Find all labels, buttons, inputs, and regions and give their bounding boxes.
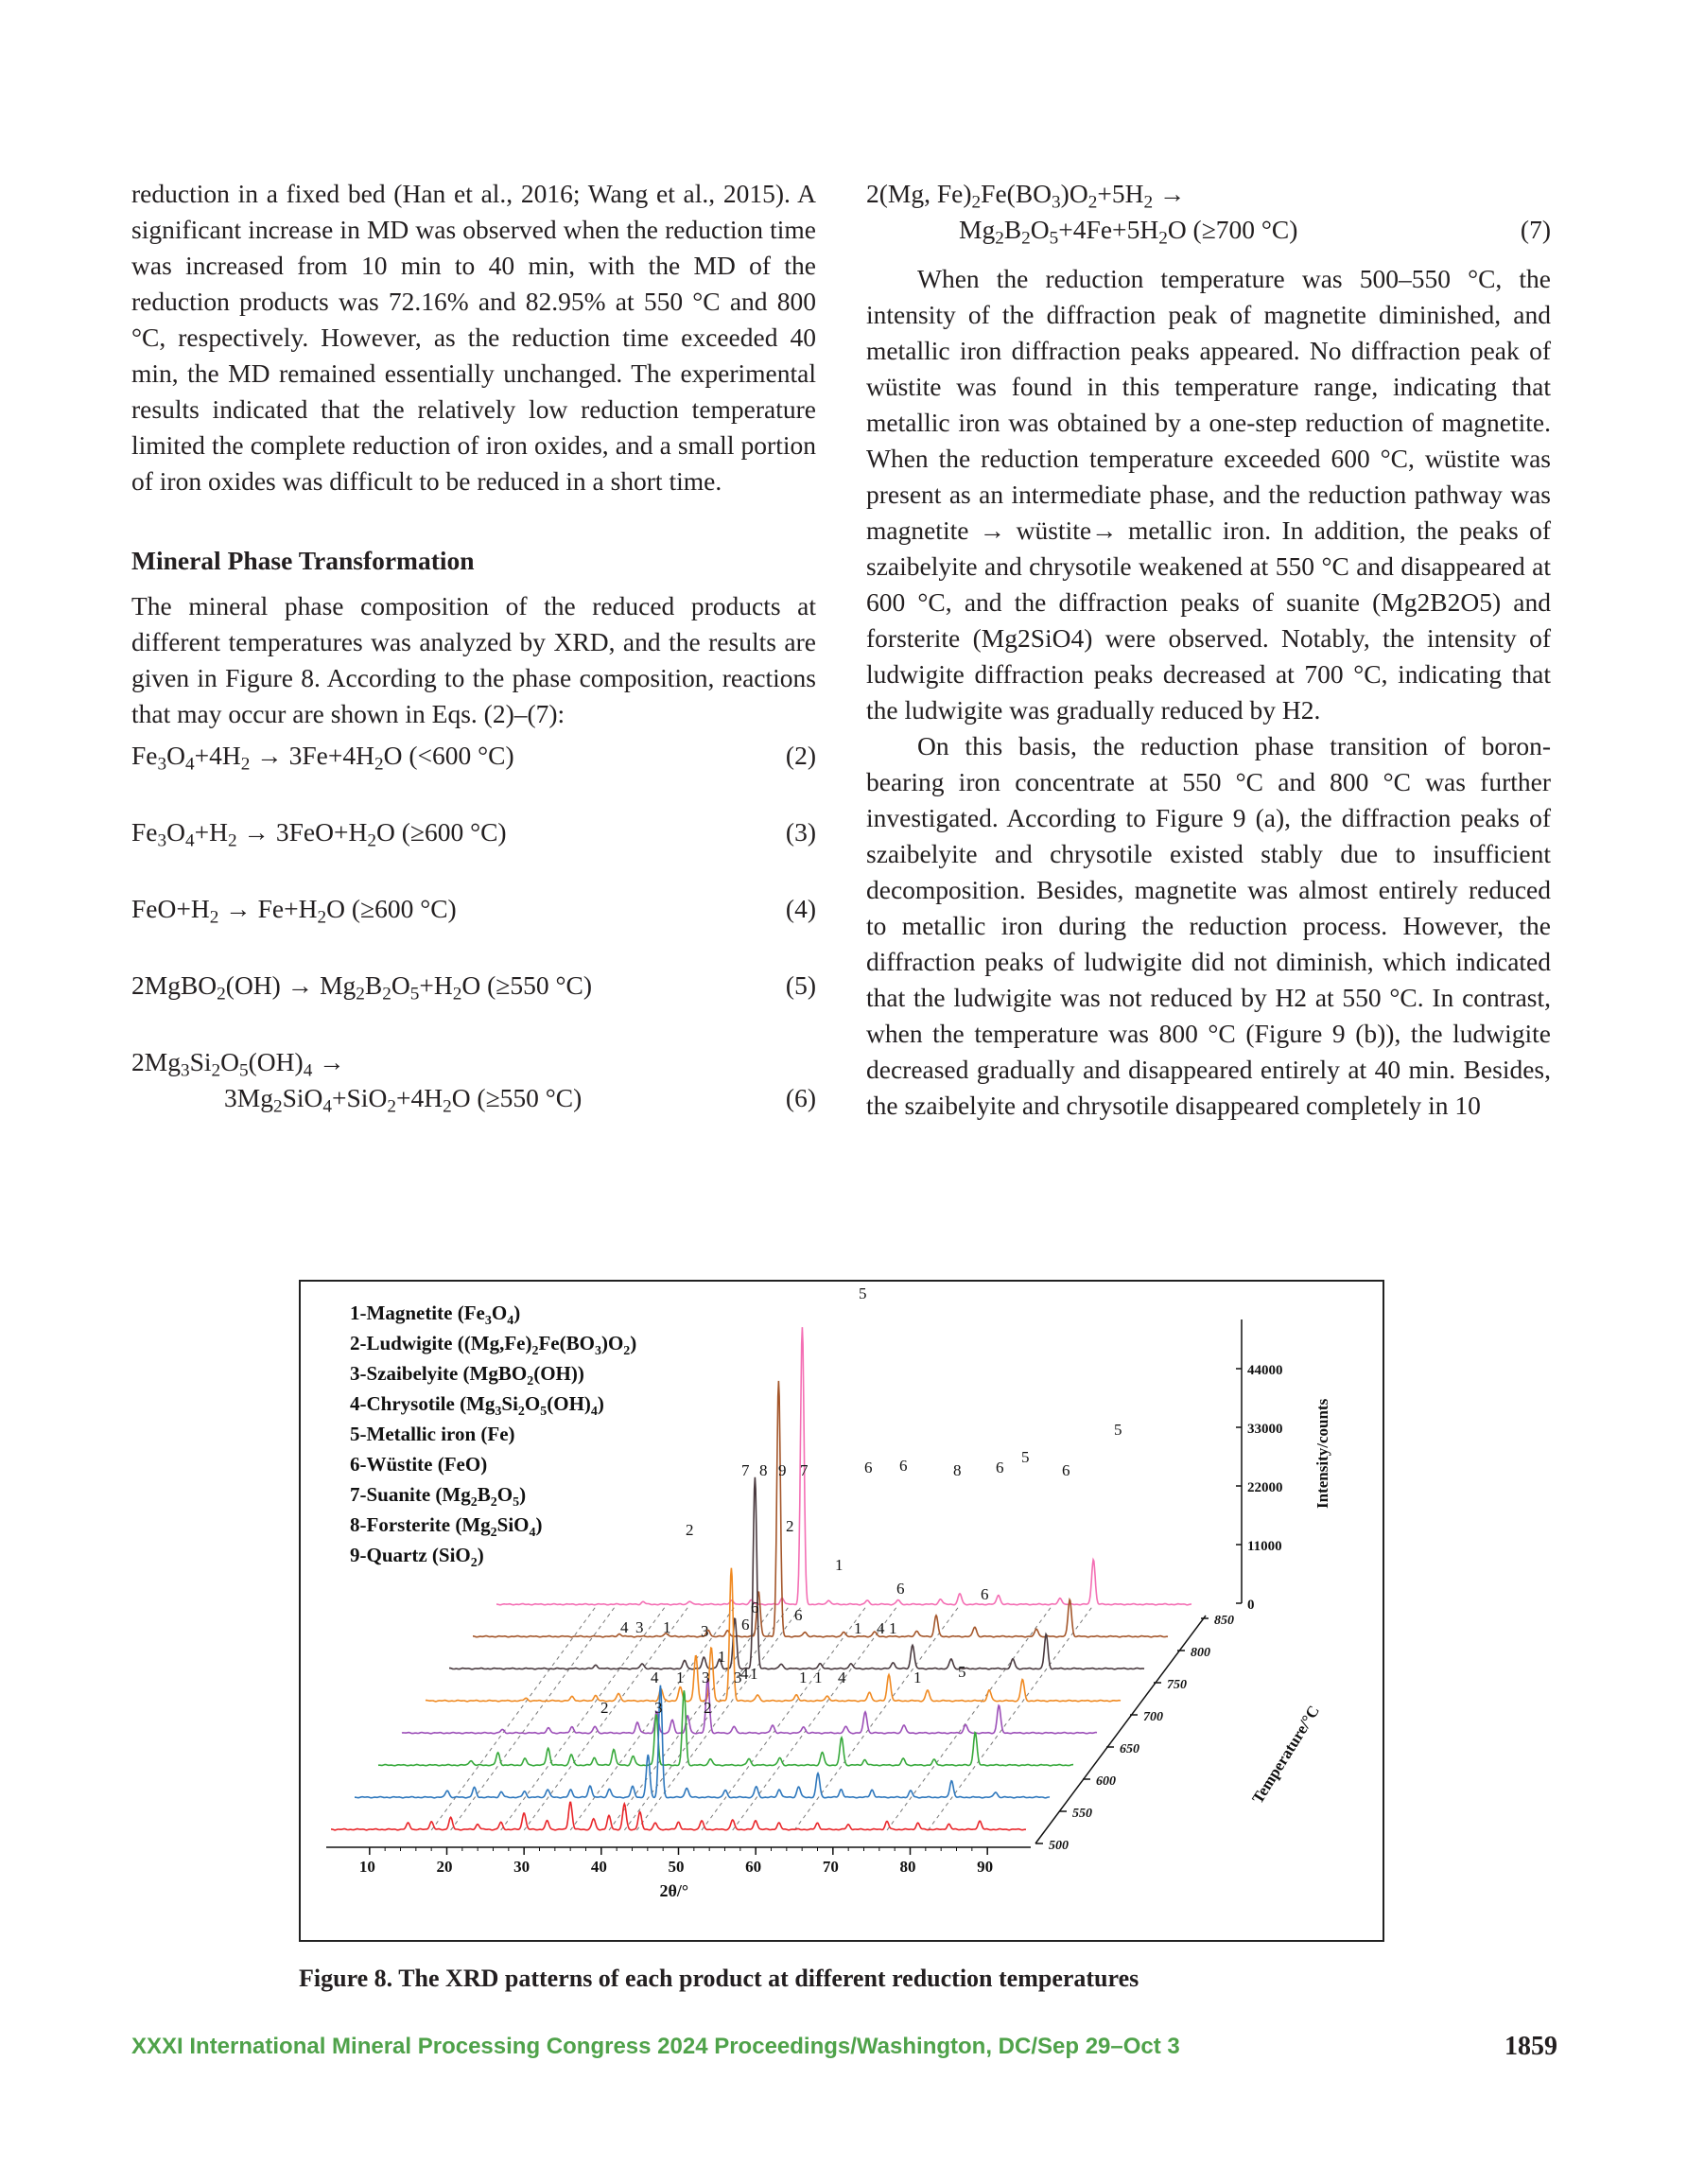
equation-number: (4) — [785, 894, 816, 923]
legend-item: 6-Wüstite (FeO) — [350, 1453, 488, 1476]
peak-label: 1 — [799, 1669, 808, 1686]
page-number: 1859 — [1504, 2032, 1557, 2061]
xrd-series-750 — [449, 1477, 1144, 1669]
legend-item: 1-Magnetite $(Fe_3O_4)$ — [350, 1302, 521, 1328]
page-footer — [131, 2034, 1557, 2071]
xrd-series-550 — [355, 1686, 1050, 1798]
z-axis-label: Temperature/°C — [1248, 1702, 1324, 1808]
z-tick-label: 850 — [1214, 1614, 1234, 1628]
peak-label: 1 — [913, 1669, 922, 1686]
equation-text: $2Mg_3Si_2O_5(OH)_4$ → — [131, 1047, 345, 1081]
z-tick-label: 600 — [1096, 1774, 1116, 1789]
peak-label: 8 — [953, 1461, 962, 1479]
xrd-series-600 — [378, 1690, 1073, 1766]
y-tick-label: 0 — [1247, 1598, 1255, 1613]
x-tick-label: 80 — [899, 1858, 916, 1876]
legend-item: 5-Metallic iron (Fe) — [350, 1423, 515, 1445]
equation-7 — [866, 176, 1551, 248]
peak-label: 3 — [701, 1622, 709, 1640]
peak-label: 6 — [896, 1580, 905, 1598]
z-tick-label: 550 — [1072, 1807, 1092, 1821]
equation-text: $FeO+H_2 \to Fe+H_2O$ (≥600 °C) — [131, 894, 457, 928]
figure-caption: Figure 8. The XRD patterns of each product at different reduction temperatures — [299, 1965, 1139, 1992]
peak-label: 2 — [686, 1521, 694, 1539]
equation-6 — [131, 1044, 816, 1116]
peak-label: 4 — [620, 1618, 629, 1636]
xrd-chart — [301, 1282, 1383, 1940]
equation-number: (7) — [1520, 215, 1551, 244]
peak-label: 7 — [741, 1461, 750, 1479]
section-heading: Mineral Phase Transformation — [131, 546, 475, 575]
peak-label: 6 — [899, 1457, 908, 1475]
xrd-series-500 — [331, 1802, 1026, 1829]
peak-label: 3 — [654, 1699, 663, 1717]
peak-label: 2 — [704, 1699, 712, 1717]
equation-5 — [131, 968, 816, 1004]
guide-line — [887, 1605, 1052, 1830]
peak-label: 5 — [859, 1284, 867, 1302]
equation-text-line2: $Mg_2B_2O_5+4Fe+5H_2O$ (≥700 °C) — [959, 215, 1298, 249]
equation-text-line2: $3Mg_2SiO_4+SiO_2+4H_2O$ (≥550 °C) — [224, 1083, 583, 1117]
peak-label: 9 — [778, 1461, 787, 1479]
peak-label: 5 — [1021, 1448, 1030, 1466]
peak-label: 6 — [864, 1459, 873, 1476]
footer-conference: XXXI International Mineral Processing Congress 2024 Proceedings/Washington, DC/Sep 29–Oct 3 — [131, 2034, 1180, 2059]
equation-number: (3) — [785, 817, 816, 847]
z-tick-label: 650 — [1120, 1742, 1139, 1756]
peak-label: 1 — [663, 1618, 671, 1636]
xrd-series-650 — [402, 1679, 1097, 1734]
peak-label: 1 — [835, 1556, 844, 1574]
guide-line — [733, 1605, 898, 1830]
legend-item: 3-Szaibelyite (MgBO$_2$(OH)) — [350, 1362, 584, 1389]
peak-label: 6 — [1062, 1461, 1070, 1479]
peak-label: 6 — [751, 1599, 759, 1616]
xrd-series-800 — [473, 1381, 1168, 1637]
x-tick-label: 50 — [668, 1858, 685, 1876]
peak-label: 1 — [854, 1619, 862, 1637]
peak-label: 1 — [889, 1619, 897, 1637]
peak-label: 2 — [786, 1517, 794, 1535]
equation-text: $Fe_3O_4+H_2 \to 3FeO+H_2O$ (≥600 °C) — [131, 817, 507, 851]
peak-label: 5 — [1114, 1421, 1122, 1439]
x-tick-label: 60 — [745, 1858, 762, 1876]
y-axis-label: Intensity/counts — [1313, 1398, 1331, 1509]
peak-label: 1 — [814, 1669, 823, 1686]
legend-item: 9-Quartz (SiO$_2$) — [350, 1544, 484, 1570]
x-tick-label: 10 — [358, 1858, 375, 1876]
body-paragraph: On this basis, the reduction phase transition of boron-bearing iron concentrate at 550 °C and 800 °C was further investigated. According to Figure 9 (a), the diffraction peaks of szaibelyite and chrysotile existed stably due to insufficient decomposition. Besides, magnetite was almost entirely reduced to metallic iron during the reduction process. However, the diffraction peaks of ludwigite did not diminish, which indicated that the ludwigite was not reduced by H2 at 550 °C. In contrast, when the temperature was 800 °C (Figure 9 (b)), the ludwigite decreased gradually and disappeared entirely at 40 min. Besides, the szaibelyite and chrysotile disappeared completely in 10 — [866, 731, 1551, 1120]
peak-label: 1 — [718, 1648, 726, 1666]
peak-label: 4 — [651, 1669, 659, 1686]
peak-label: 7 — [800, 1461, 809, 1479]
legend-item: 4-Chrysotile $(Mg_3Si_2O_5(OH)_4)$ — [350, 1392, 604, 1419]
equation-text: $Fe_3O_4+4H_2 \to 3Fe+4H_2O$ (<600 °C) — [131, 741, 514, 775]
x-tick-label: 90 — [977, 1858, 994, 1876]
peak-label: 6 — [996, 1459, 1004, 1476]
body-paragraph: The mineral phase composition of the reduced products at different temperatures was analyzed by XRD, and the results are given in Figure 8. According to the phase composition, reactions that may occur are shown in Eqs. (2)–(7): — [131, 591, 816, 728]
peak-label: 3 — [734, 1669, 742, 1686]
x-tick-label: 70 — [822, 1858, 839, 1876]
equation-number: (6) — [785, 1083, 816, 1112]
peak-label: 3 — [635, 1618, 644, 1636]
y-tick-label: 11000 — [1247, 1539, 1282, 1554]
peak-label: 3 — [702, 1669, 710, 1686]
z-tick-label: 800 — [1191, 1646, 1210, 1660]
x-tick-label: 40 — [590, 1858, 607, 1876]
x-tick-label: 30 — [513, 1858, 530, 1876]
peak-label: 1 — [676, 1669, 685, 1686]
peak-label: 4 — [877, 1619, 885, 1637]
body-paragraph: When the reduction temperature was 500–550 °C, the intensity of the diffraction peak of magnetite diminished, and metallic iron diffraction peaks appeared. No diffraction peak of wüstite was found in this temperature range, indicating that metallic iron was obtained by a one-step reduction of magnetite. When the reduction temperature exceeded 600 °C, wüstite was present as an intermediate phase, and the reduction pathway was magnetite → wüstite→ metallic iron. In addition, the peaks of szaibelyite and chrysotile weakened at 550 °C and disappeared at 600 °C, and the diffraction peaks of suanite (Mg2B2O5) and forsterite (Mg2SiO4) were observed. Notably, the intensity of ludwigite diffraction peaks decreased at 700 °C, indicating that the ludwigite was gradually reduced by H2. — [866, 264, 1551, 725]
peak-label: 4 — [838, 1669, 846, 1686]
y-tick-label: 44000 — [1247, 1363, 1283, 1378]
xrd-figure — [299, 1280, 1384, 1942]
z-tick-label: 750 — [1167, 1678, 1187, 1692]
peak-label: 5 — [958, 1663, 966, 1681]
legend-item: 2-Ludwigite $((Mg,Fe)_2Fe(BO_3)O_2)$ — [350, 1332, 637, 1358]
equation-text: 2(Mg, $Fe)_2Fe(BO_3)O_2+5H_2$ → — [866, 179, 1186, 213]
equation-number: (5) — [785, 970, 816, 1000]
y-tick-label: 22000 — [1247, 1480, 1283, 1495]
x-axis-label: 2θ/° — [659, 1881, 689, 1900]
peak-label: 8 — [759, 1461, 768, 1479]
peak-label: 4 — [740, 1665, 749, 1683]
z-tick-label: 500 — [1049, 1839, 1069, 1853]
peak-label: 1 — [750, 1665, 758, 1683]
peak-label: 2 — [600, 1699, 609, 1717]
equation-number: (2) — [785, 741, 816, 770]
z-axis — [1035, 1616, 1206, 1843]
peak-label: 6 — [794, 1606, 803, 1624]
x-tick-label: 20 — [436, 1858, 453, 1876]
left-column — [131, 176, 816, 1116]
peak-label: 6 — [981, 1585, 989, 1603]
peak-label: 6 — [741, 1616, 750, 1634]
equation-text: 2MgBO$_2$(OH) → $Mg_2B_2O_5+H_2O$ (≥550 °C) — [131, 970, 592, 1005]
legend-item: 8-Forsterite $(Mg_2SiO_4)$ — [350, 1513, 543, 1540]
equation-4 — [131, 891, 816, 927]
y-tick-label: 33000 — [1247, 1422, 1283, 1437]
equation-2 — [131, 738, 816, 774]
right-column — [866, 176, 1551, 1124]
z-tick-label: 700 — [1143, 1710, 1163, 1724]
xrd-series-850 — [496, 1327, 1191, 1605]
equation-3 — [131, 814, 816, 850]
legend-item: 7-Suanite $(Mg_2B_2O_5)$ — [350, 1483, 527, 1510]
body-paragraph: reduction in a fixed bed (Han et al., 2016; Wang et al., 2015). A significant increase in MD was observed when the reduction time was increased from 10 min to 40 min, with the MD of the reduction products was 72.16% and 82.95% at 550 °C and 800 °C, respectively. However, as the reduction time exceeded 40 min, the MD remained essentially unchanged. The experimental results indicated that the relatively low reduction temperature limited the complete reduction of iron oxides, and a small portion of iron oxides was difficult to be reduced in a short time. — [131, 179, 816, 496]
